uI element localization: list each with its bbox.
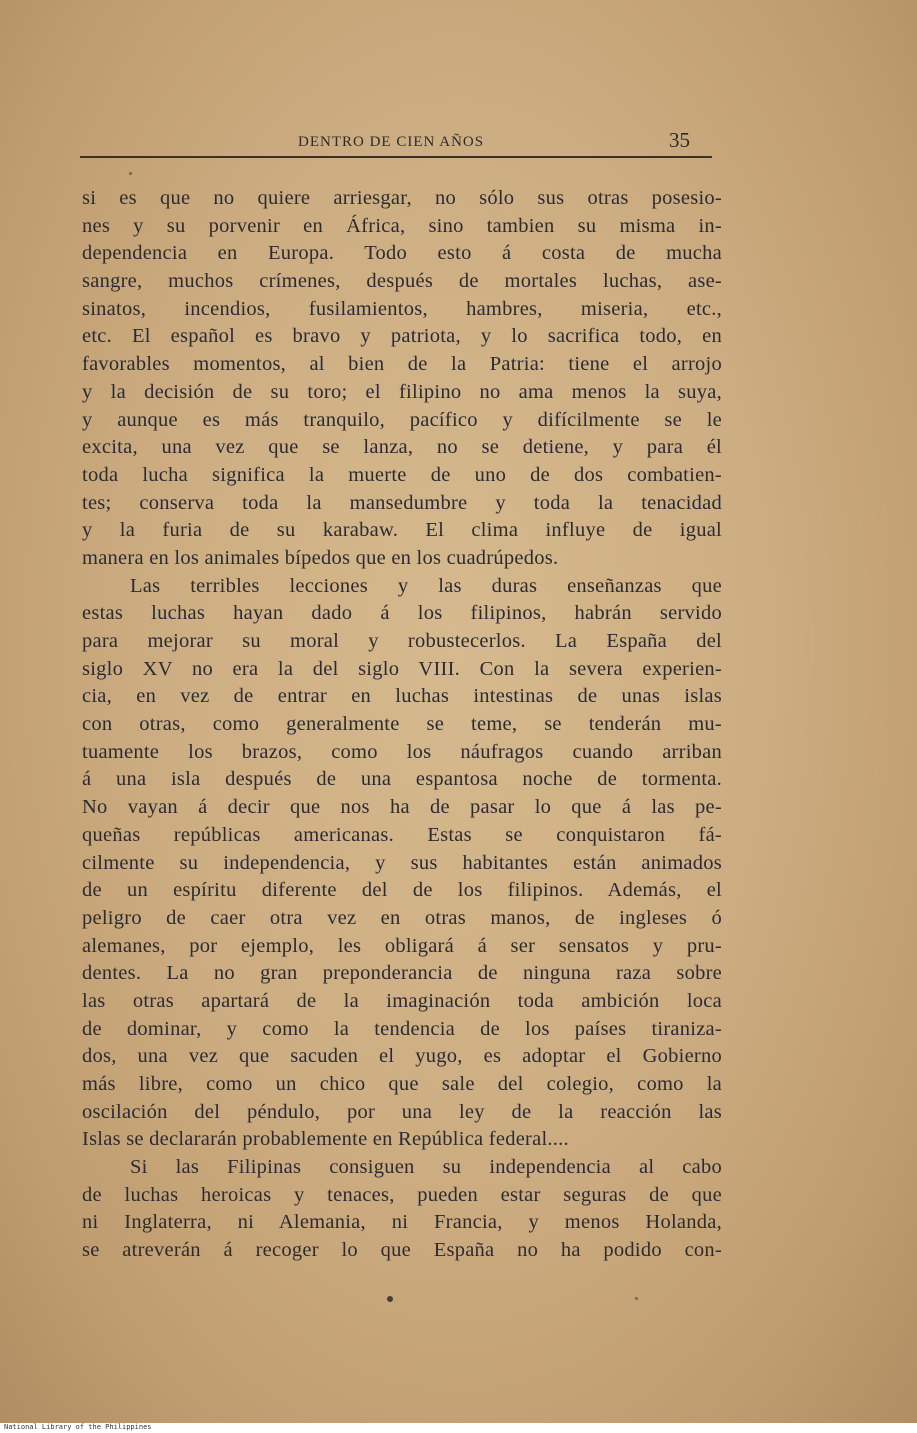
running-title: DENTRO DE CIEN AÑOS — [298, 134, 485, 150]
text-line: alemanes, por ejemplo, les obligará á ser sensatos y pru- — [82, 934, 722, 957]
text-line: nes y su porvenir en África, sino tambien su misma in- — [82, 214, 722, 237]
text-line: sangre, muchos crímenes, después de mortales luchas, ase- — [82, 270, 722, 293]
text-line: estas luchas hayan dado á los filipinos, habrán servido — [82, 602, 722, 625]
text-line: de dominar, y como la tendencia de los países tiraniza- — [82, 1017, 722, 1040]
text-line: más libre, como un chico que sale del colegio, como la — [82, 1073, 722, 1095]
text-line: siglo XV no era la del siglo VIII. Con la severa experien- — [82, 657, 722, 680]
text-line: y aunque es más tranquilo, pacífico y difícilmente se le — [82, 408, 722, 431]
body-text — [82, 185, 722, 1265]
library-credit: National Library of the Philippines — [4, 1423, 152, 1431]
text-line: ni Inglaterra, ni Alemania, ni Francia, y menos Holanda, — [82, 1211, 722, 1234]
text-line: No vayan á decir que nos ha de pasar lo que á las pe- — [82, 796, 722, 819]
ink-speck — [387, 1296, 393, 1302]
text-line: excita, una vez que se lanza, no se detiene, y para él — [82, 436, 722, 459]
ink-speck — [635, 1297, 638, 1300]
text-line: favorables momentos, al bien de la Patria: tiene el arrojo — [82, 353, 722, 376]
text-line: tuamente los brazos, como los náufragos cuando arriban — [82, 740, 722, 763]
text-line: con otras, como generalmente se teme, se tenderán mu- — [82, 713, 722, 736]
text-line: si es que no quiere arriesgar, no sólo sus otras posesio- — [82, 187, 722, 209]
text-line: dos, una vez que sacuden el yugo, es adoptar el Gobierno — [82, 1045, 722, 1068]
text-line: de un espíritu diferente del de los filipinos. Además, el — [82, 879, 722, 902]
text-line: y la decisión de su toro; el filipino no ama menos la suya, — [82, 380, 722, 403]
text-line: dentes. La no gran preponderancia de ninguna raza sobre — [82, 962, 722, 985]
text-line: y la furia de su karabaw. El clima influye de igual — [82, 519, 722, 542]
text-line: Islas se declararán probablemente en República federal.... — [82, 1128, 569, 1151]
text-line: á una isla después de una espantosa noche de tormenta. — [82, 768, 722, 791]
text-line: queñas repúblicas americanas. Estas se conquistaron fá- — [82, 823, 722, 846]
text-line: Si las Filipinas consiguen su independencia al cabo — [130, 1156, 722, 1179]
text-line: etc. El español es bravo y patriota, y lo sacrifica todo, en — [82, 325, 722, 348]
text-line: las otras apartará de la imaginación toda ambición loca — [82, 989, 722, 1012]
ink-speck — [129, 172, 132, 175]
text-line: para mejorar su moral y robustecerlos. La España del — [82, 630, 722, 652]
text-line: dependencia en Europa. Todo esto á costa de mucha — [82, 242, 722, 265]
page-number: 35 — [669, 128, 690, 152]
running-head — [80, 128, 712, 158]
text-line: tes; conserva toda la mansedumbre y toda la tenacidad — [82, 491, 722, 514]
text-line: de luchas heroicas y tenaces, pueden estar seguras de que — [82, 1183, 722, 1206]
text-line: se atreverán á recoger lo que España no ha podido con- — [82, 1239, 722, 1262]
text-line: toda lucha significa la muerte de uno de dos combatien- — [82, 463, 722, 486]
text-line: cia, en vez de entrar en luchas intestinas de unas islas — [82, 685, 722, 708]
text-line: peligro de caer otra vez en otras manos, de ingleses ó — [82, 906, 722, 929]
text-line: oscilación del péndulo, por una ley de la reacción las — [82, 1100, 722, 1123]
text-line: sinatos, incendios, fusilamientos, hambres, miseria, etc., — [82, 297, 722, 320]
text-line: manera en los animales bípedos que en los cuadrúpedos. — [82, 546, 559, 569]
text-line: cilmente su independencia, y sus habitantes están animados — [82, 851, 722, 874]
text-line: Las terribles lecciones y las duras enseñanzas que — [130, 574, 722, 597]
